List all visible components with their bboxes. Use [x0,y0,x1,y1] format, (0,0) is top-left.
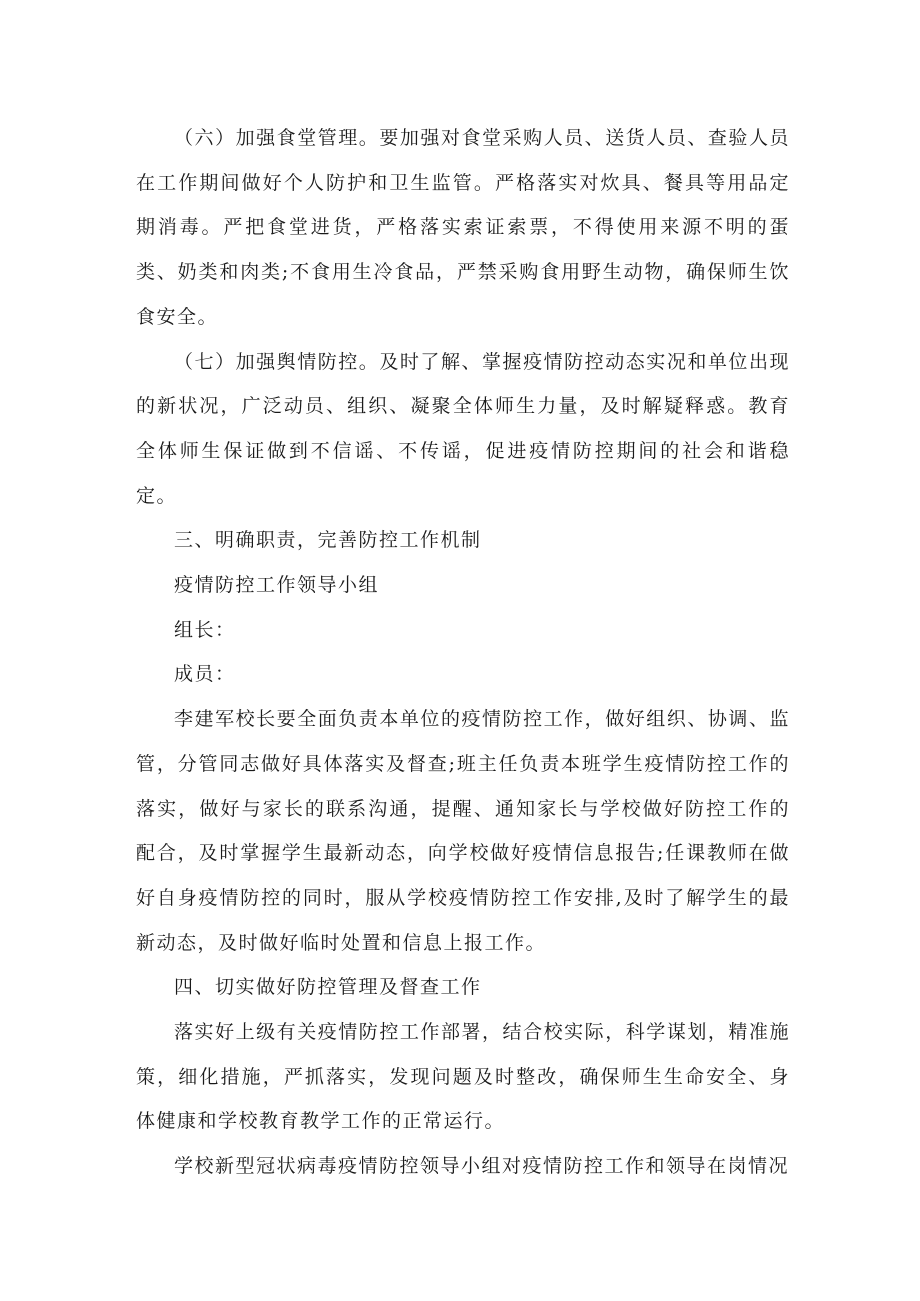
paragraph-canteen-management: （六）加强食堂管理。要加强对食堂采购人员、送货人员、查验人员在工作期间做好个人防护和卫生监管。严格落实对炊具、餐具等用品定期消毒。严把食堂进货，严格落实索证索票，不得使用来源不明的蛋类、奶类和肉类;不食用生冷食品，严禁采购食用野生动物，确保师生饮食安全。 [136,127,790,328]
group-members-label: 成员： [174,663,236,686]
leading-group-title: 疫情防控工作领导小组 [174,574,380,597]
paragraph-duty-assignment: 李建军校长要全面负责本单位的疫情防控工作，做好组织、协调、监管，分管同志做好具体落实及督查;班主任负责本班学生疫情防控工作的落实，做好与家长的联系沟通，提醒、通知家长与学校做好防控工作的配合，及时掌握学生最新动态，向学校做好疫情信息报告;任课教师在做好自身疫情防控的同时，服从学校疫情防控工作安排,及时了解学生的最新动态，及时做好临时处置和信息上报工作。 [136,708,790,954]
section-heading-responsibilities: 三、明确职责，完善防控工作机制 [174,529,482,552]
document-body [0,116,920,1189]
paragraph-public-opinion-control: （七）加强舆情防控。及时了解、掌握疫情防控动态实况和单位出现的新状况，广泛动员、组织、凝聚全体师生力量，及时解疑释惑。教育全体师生保证做到不信谣、不传谣，促进疫情防控期间的社会和谐稳定。 [136,350,790,507]
group-leader-label: 组长： [174,618,236,641]
paragraph-implementation: 落实好上级有关疫情防控工作部署，结合校实际，科学谋划，精准施策，细化措施，严抓落实，发现问题及时整改，确保师生生命安全、身体健康和学校教育教学工作的正常运行。 [136,1021,790,1133]
section-heading-supervision: 四、切实做好防控管理及督查工作 [174,976,482,999]
paragraph-leading-group-inspection: 学校新型冠状病毒疫情防控领导小组对疫情防控工作和领导在岗情况 [174,1155,790,1178]
